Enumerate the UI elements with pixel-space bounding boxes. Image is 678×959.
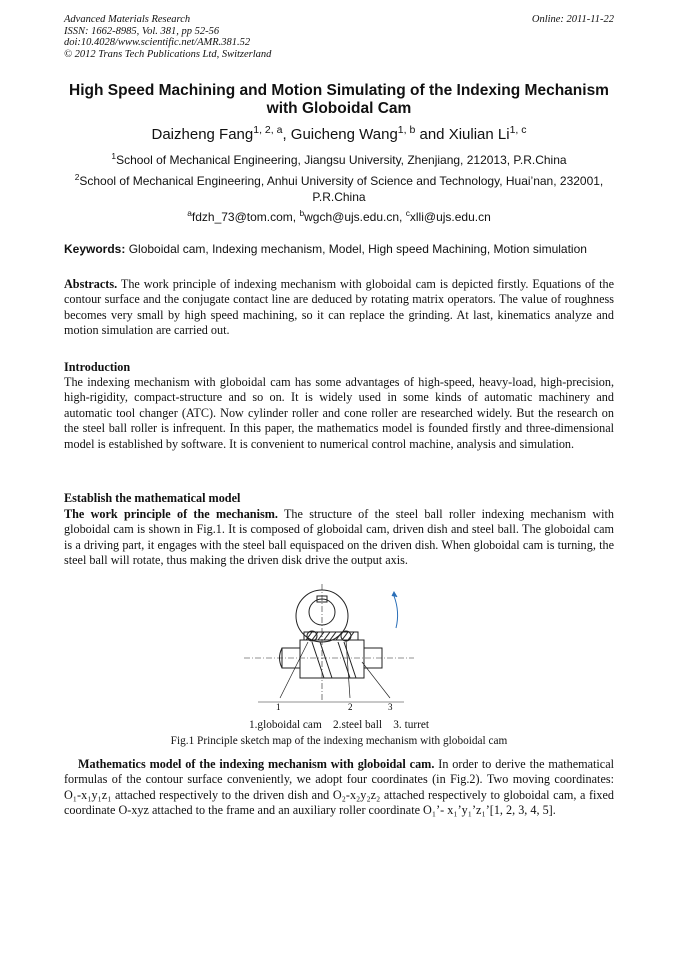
affiliation-text: School of Mechanical Engineering, Jiangsu University, Zhenjiang, 212013, P.R.China [116, 153, 567, 167]
figure-label-1: 1 [276, 702, 281, 712]
issn-line: ISSN: 1662-8985, Vol. 381, pp 52-56 [64, 25, 220, 37]
journal-header [64, 14, 271, 60]
rotation-arrow [394, 596, 398, 628]
abstract-label: Abstracts. [64, 277, 118, 291]
leader-line [280, 642, 308, 698]
author-name: Guicheng Wang [290, 126, 398, 143]
paper-title: High Speed Machining and Motion Simulating of the Indexing Mechanism with Globoidal Cam [69, 82, 609, 117]
email-sup: a [187, 208, 192, 218]
model-label: The work principle of the mechanism. [64, 507, 278, 521]
math-model-label: Mathematics model of the indexing mechanism with globoidal cam. [78, 757, 435, 771]
model-heading: Establish the mathematical model [64, 491, 241, 505]
keywords [64, 242, 624, 256]
affiliation-sup: 1 [111, 151, 117, 161]
email: fdzh_73@tom.com, [191, 210, 300, 224]
intro-text: The indexing mechanism with globoidal cam has some advantages of high-speed, heavy-load, high-precision, high-rigidity, compact-structure and so on. It is widely used in some kinds of automatic machinery and automatic tool changer (ATC). Now cylinder roller and cone roller are researched widely. But the research on the steel ball roller is infrequent. In this paper, the mathematics model is founded firstly and three-dimensional model is established by software. It is convenient to numerical control machine, analysis and simulation. [64, 375, 614, 451]
figure-legend: 1.globoidal cam 2.steel ball 3. turret [248, 719, 430, 731]
author-list [64, 124, 614, 143]
author-separator: , [282, 126, 291, 143]
model-paragraph [64, 507, 614, 569]
author-sup: 1, 2, a [253, 124, 283, 136]
journal-name: Advanced Materials Research [64, 14, 191, 25]
abstract [64, 277, 614, 339]
doi-line: doi:10.4028/www.scientific.net/AMR.381.52 [64, 37, 251, 48]
author-sup: 1, c [509, 124, 527, 136]
author-name: Xiulian Li [448, 126, 510, 143]
copyright-line: © 2012 Trans Tech Publications Ltd, Switzerland [64, 48, 272, 60]
rotation-arrowhead [392, 592, 397, 597]
model-text: The structure of the steel ball roller indexing mechanism with globoidal cam is shown in Fig.1. It is composed of globoidal cam, driven dish and steel ball. The globoidal cam is a driving part, it engages with the steel ball equispaced on the driven dish. When globoidal cam is turning, the steel ball will rotate, thus making the driven disk drive the output axis. [64, 507, 615, 568]
intro-heading: Introduction [64, 360, 131, 374]
author-emails [64, 206, 614, 226]
figure-1-sketch [244, 582, 414, 712]
affiliation-2 [64, 170, 614, 205]
author-name: Daizheng Fang [151, 126, 254, 143]
email-sup: b [299, 208, 305, 218]
keywords-text: Globoidal cam, Indexing mechanism, Model, High speed Machining, Motion simulation [128, 242, 587, 256]
author-sup: 1, b [397, 124, 416, 136]
math-model-paragraph [64, 757, 614, 819]
affiliation-text: School of Mechanical Engineering, Anhui University of Science and Technology, Huai’nan, 232001, P.R.China [79, 174, 604, 204]
author-separator: and [415, 126, 449, 143]
figure-label-2: 2 [348, 702, 353, 712]
math-model-text: In order to derive the mathematical formulas of the contour surface conveniently, we adopt four coordinates (in Fig.2). Two moving coordinates: O₁-x₁y₁z₁ attached respectively to the driven dish and O₂-x₂y₂z₂ attached respectively to globoidal cam, a fixed coordinate O-xyz attached to the frame and an auxiliary roller coordinate O₁’- x₁’y₁’z₁’[1, 2, 3, 4, 5]. [64, 757, 614, 818]
affiliation-sup: 2 [74, 172, 80, 182]
leader-line [362, 662, 390, 698]
email: wgch@ujs.edu.cn, [304, 210, 406, 224]
online-date: Online: 2011-11-22 [531, 14, 614, 25]
email-sup: c [405, 208, 410, 218]
keywords-label: Keywords: [64, 242, 126, 256]
email: xlli@ujs.edu.cn [409, 210, 491, 224]
abstract-text: The work principle of indexing mechanism with globoidal cam is depicted firstly. Equations of the contour surface and the conjugate contact line are deduced by rotating matrix operators. The value of roughness becomes very small by high speed machining, so it can replace the grinding. At last, kinematics analyze and motion simulation are carried out. [64, 277, 615, 338]
affiliation-1 [64, 149, 614, 169]
cam-groove-shape [312, 642, 356, 678]
figure-caption: Fig.1 Principle sketch map of the indexing mechanism with globoidal cam [170, 735, 508, 747]
figure-label-3: 3 [388, 702, 393, 712]
